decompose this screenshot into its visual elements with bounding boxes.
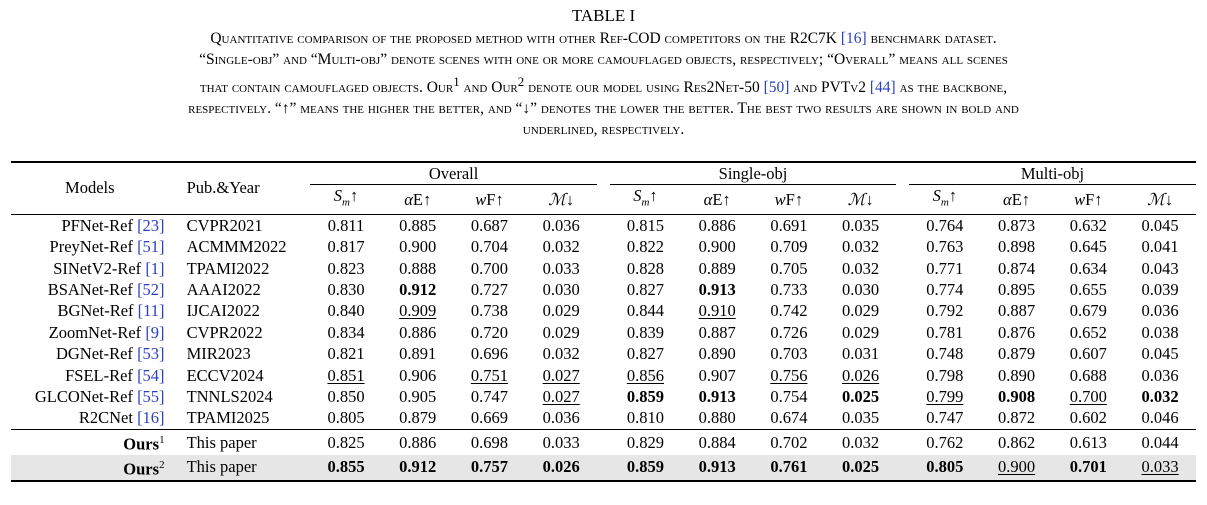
- metric-value: 0.036: [525, 214, 597, 236]
- metric-value: 0.880: [698, 408, 736, 428]
- metric-value: 0.029: [842, 301, 880, 321]
- metric-value: 0.696: [470, 344, 509, 364]
- metric-value: 0.036: [1141, 365, 1179, 385]
- metric-value: 0.887: [698, 322, 736, 342]
- pub-year: CVPR2021: [175, 214, 311, 236]
- metric-value: 0.742: [770, 301, 808, 321]
- metric-value: 0.887: [997, 301, 1036, 321]
- metric-value: 0.669: [470, 408, 509, 428]
- metric-value: 0.811: [310, 214, 382, 236]
- metric-value: 0.821: [327, 344, 365, 364]
- metric-value: 0.613: [1052, 429, 1124, 454]
- metric-value: 0.792: [926, 301, 964, 321]
- metric-value: 0.810: [626, 408, 664, 428]
- metric-value: 0.720: [470, 322, 509, 342]
- metric-value: 0.913: [698, 387, 736, 406]
- metric-value: 0.906: [399, 365, 437, 385]
- metric-value: 0.888: [399, 258, 437, 278]
- metric-value: 0.912: [382, 455, 454, 481]
- table-row: [11, 429, 1196, 454]
- metric-value: 0.747: [470, 387, 509, 406]
- metric-value: 0.691: [753, 214, 825, 236]
- metric-value: 0.872: [997, 408, 1036, 428]
- metric-header: ℳ↓: [847, 189, 874, 209]
- group-multi-header: Multi-obj: [909, 162, 1196, 185]
- metric-value: 0.700: [470, 258, 509, 278]
- metric-value: 0.025: [825, 455, 897, 481]
- metric-value: 0.025: [842, 387, 880, 406]
- model-name: PreyNet-Ref [51]: [49, 237, 165, 257]
- metric-value: 0.909: [399, 301, 437, 321]
- metric-value: 0.698: [454, 429, 526, 454]
- metric-value: 0.764: [909, 214, 981, 236]
- metric-header: $S_m↑$: [633, 186, 658, 209]
- model-name: BGNet-Ref [11]: [57, 301, 165, 321]
- metric-value: 0.705: [770, 258, 808, 278]
- metric-value: 0.045: [1141, 344, 1179, 364]
- metric-value: 0.900: [698, 237, 736, 257]
- model-name: GLCONet-Ref [55]: [34, 387, 165, 406]
- metric-value: 0.910: [698, 301, 736, 321]
- model-name: BSANet-Ref [52]: [47, 279, 165, 299]
- metric-value: 0.754: [770, 387, 808, 406]
- metric-value: 0.889: [698, 258, 736, 278]
- metric-value: 0.035: [842, 408, 880, 428]
- metric-value: 0.890: [997, 365, 1036, 385]
- table-row: [11, 300, 1196, 321]
- table-row: [11, 214, 1196, 236]
- table-title: TABLE I: [571, 6, 636, 25]
- model-name: ZoomNet-Ref [9]: [48, 322, 165, 342]
- metric-value: 0.763: [926, 237, 964, 257]
- pub-year: ECCV2024: [186, 365, 264, 385]
- metric-value: 0.032: [825, 429, 897, 454]
- metric-header: αE↑: [1003, 189, 1031, 209]
- metric-value: 0.900: [981, 455, 1053, 481]
- metric-header: wF↑: [774, 189, 804, 209]
- metric-value: 0.891: [399, 344, 437, 364]
- metric-value: 0.830: [327, 279, 365, 299]
- metric-value: 0.873: [981, 214, 1053, 236]
- metric-value: 0.688: [1069, 365, 1107, 385]
- table-row: [11, 386, 1196, 407]
- metric-value: 0.805: [327, 408, 365, 428]
- metric-value: 0.827: [626, 279, 664, 299]
- metric-value: 0.655: [1069, 279, 1107, 299]
- metric-value: 0.045: [1124, 214, 1196, 236]
- metric-value: 0.702: [753, 429, 825, 454]
- metric-value: 0.798: [926, 365, 964, 385]
- metric-value: 0.834: [327, 322, 365, 342]
- metric-value: 0.851: [327, 365, 365, 385]
- metric-value: 0.029: [542, 322, 580, 342]
- metric-value: 0.645: [1069, 237, 1107, 257]
- metric-value: 0.856: [626, 365, 664, 385]
- pub-year: This paper: [175, 455, 311, 481]
- metric-value: 0.855: [310, 455, 382, 481]
- metric-value: 0.687: [454, 214, 526, 236]
- metric-value: 0.700: [1069, 387, 1107, 406]
- model-name: Ours$^2$: [11, 455, 175, 481]
- metric-value: 0.805: [909, 455, 981, 481]
- metric-value: 0.913: [681, 455, 753, 481]
- metric-value: 0.704: [470, 237, 509, 257]
- group-single-header: Single-obj: [610, 162, 897, 185]
- pub-header: Pub.&Year: [186, 178, 260, 198]
- model-name: R2CNet [16]: [78, 408, 165, 428]
- metric-value: 0.839: [626, 322, 664, 342]
- metric-value: 0.027: [542, 387, 580, 406]
- metric-value: 0.913: [698, 279, 736, 299]
- metric-value: 0.703: [770, 344, 808, 364]
- metric-value: 0.912: [399, 279, 437, 299]
- metric-value: 0.027: [542, 365, 580, 385]
- metric-value: 0.029: [842, 322, 880, 342]
- metric-value: 0.825: [310, 429, 382, 454]
- pub-year: CVPR2022: [186, 322, 263, 342]
- metric-value: 0.762: [909, 429, 981, 454]
- metric-value: 0.748: [926, 344, 964, 364]
- metric-value: 0.031: [842, 344, 880, 364]
- metric-value: 0.907: [698, 365, 736, 385]
- table-row: [11, 365, 1196, 386]
- results-table: [11, 161, 1196, 482]
- metric-value: 0.799: [926, 387, 964, 406]
- metric-value: 0.862: [981, 429, 1053, 454]
- metric-value: 0.905: [399, 387, 437, 406]
- metric-value: 0.632: [1052, 214, 1124, 236]
- metric-value: 0.726: [770, 322, 808, 342]
- metric-value: 0.044: [1124, 429, 1196, 454]
- metric-value: 0.908: [997, 387, 1036, 406]
- metric-value: 0.033: [1124, 455, 1196, 481]
- metric-header: wF↑: [1074, 189, 1103, 209]
- metric-value: 0.727: [470, 279, 509, 299]
- metric-value: 0.030: [842, 279, 880, 299]
- metric-value: 0.674: [770, 408, 808, 428]
- table-row: [11, 322, 1196, 343]
- metric-value: 0.652: [1069, 322, 1107, 342]
- metric-value: 0.885: [382, 214, 454, 236]
- metric-value: 0.876: [997, 322, 1036, 342]
- metric-value: 0.900: [399, 237, 437, 257]
- metric-value: 0.041: [1141, 237, 1179, 257]
- metric-value: 0.879: [997, 344, 1036, 364]
- metric-value: 0.815: [610, 214, 682, 236]
- metric-value: 0.046: [1141, 408, 1179, 428]
- pub-year: ACMMM2022: [186, 237, 287, 257]
- metric-value: 0.026: [842, 365, 880, 385]
- metric-value: 0.026: [525, 455, 597, 481]
- table-caption: Quantitative comparison of the proposed method with other Ref-COD competitors on the R2C7K [16] benchmark dataset. “Single-obj” and “Multi-obj” denote scenes with one or more camouflaged objects, respectively; “Overall” means all scenes that contain camouflaged objects. Our$^1$ and Our$^2$ denote our model using Res2Net-50 [50] and PVTv2 [44] as the backbone, respectively. “↑” means the higher the better, and “↓” denotes the lower the better. The best two results are shown in bold and underlined, respectively.: [188, 30, 1019, 139]
- table-body: [11, 214, 1196, 480]
- pub-year: TPAMI2025: [186, 408, 270, 428]
- table-row: [11, 279, 1196, 300]
- metric-value: 0.738: [470, 301, 509, 321]
- pub-year: AAAI2022: [186, 279, 261, 299]
- metric-value: 0.035: [825, 214, 897, 236]
- metric-value: 0.030: [542, 279, 580, 299]
- metric-value: 0.032: [842, 258, 880, 278]
- metric-value: 0.679: [1069, 301, 1107, 321]
- metric-value: 0.817: [327, 237, 365, 257]
- metric-value: 0.036: [1141, 301, 1179, 321]
- metric-value: 0.032: [842, 237, 880, 257]
- metric-value: 0.747: [926, 408, 964, 428]
- metric-value: 0.822: [626, 237, 664, 257]
- metric-value: 0.840: [327, 301, 365, 321]
- metric-value: 0.886: [382, 429, 454, 454]
- metric-value: 0.602: [1069, 408, 1107, 428]
- metric-value: 0.634: [1069, 258, 1107, 278]
- table-row: [11, 343, 1196, 364]
- metric-value: 0.828: [626, 258, 664, 278]
- metric-value: 0.859: [610, 455, 682, 481]
- metric-value: 0.032: [1141, 387, 1179, 406]
- metric-value: 0.039: [1141, 279, 1179, 299]
- metric-value: 0.751: [470, 365, 509, 385]
- metric-value: 0.895: [997, 279, 1036, 299]
- metric-value: 0.036: [542, 408, 580, 428]
- model-name: SINetV2-Ref [1]: [53, 258, 165, 278]
- metric-header: $S_m↑$: [932, 186, 958, 209]
- metric-value: 0.886: [681, 214, 753, 236]
- metric-value: 0.774: [926, 279, 964, 299]
- metric-value: 0.709: [770, 237, 808, 257]
- metric-value: 0.890: [698, 344, 736, 364]
- metric-value: 0.884: [681, 429, 753, 454]
- pub-year: TNNLS2024: [186, 387, 273, 406]
- model-name: PFNet-Ref [23]: [11, 214, 175, 236]
- metric-value: 0.607: [1069, 344, 1107, 364]
- metric-value: 0.029: [542, 301, 580, 321]
- pub-year: MIR2023: [186, 344, 251, 364]
- table-row: [11, 407, 1196, 429]
- metric-value: 0.038: [1141, 322, 1179, 342]
- metric-value: 0.771: [926, 258, 964, 278]
- pub-year: This paper: [175, 429, 311, 454]
- metric-header: ℳ↓: [548, 189, 575, 209]
- metric-value: 0.844: [626, 301, 664, 321]
- metric-header: wF↑: [475, 189, 504, 209]
- metric-header: $S_m↑$: [333, 186, 359, 209]
- metric-value: 0.886: [399, 322, 437, 342]
- metric-value: 0.823: [327, 258, 365, 278]
- metric-value: 0.829: [610, 429, 682, 454]
- model-name: DGNet-Ref [53]: [55, 344, 165, 364]
- metric-value: 0.859: [626, 387, 664, 406]
- metric-value: 0.898: [997, 237, 1036, 257]
- metric-value: 0.756: [770, 365, 808, 385]
- group-overall-header: Overall: [310, 162, 597, 185]
- metric-value: 0.757: [454, 455, 526, 481]
- models-header: Models: [65, 178, 115, 198]
- metric-value: 0.827: [626, 344, 664, 364]
- metric-value: 0.032: [542, 237, 580, 257]
- table-row: [11, 258, 1196, 279]
- model-name: FSEL-Ref [54]: [65, 365, 165, 385]
- metric-header: ℳ↓: [1147, 189, 1174, 209]
- metric-header: αE↑: [703, 189, 731, 209]
- metric-value: 0.781: [926, 322, 964, 342]
- metric-value: 0.874: [997, 258, 1036, 278]
- metric-value: 0.733: [770, 279, 808, 299]
- metric-value: 0.850: [327, 387, 365, 406]
- table-row: [11, 455, 1196, 481]
- pub-year: TPAMI2022: [186, 258, 270, 278]
- metric-value: 0.032: [542, 344, 580, 364]
- metric-value: 0.043: [1141, 258, 1179, 278]
- metric-value: 0.761: [753, 455, 825, 481]
- metric-value: 0.033: [542, 258, 580, 278]
- metric-value: 0.879: [399, 408, 437, 428]
- metric-value: 0.701: [1052, 455, 1124, 481]
- model-name: Ours$^1$: [11, 429, 175, 454]
- metric-value: 0.033: [525, 429, 597, 454]
- table-row: [11, 236, 1196, 257]
- metric-header: αE↑: [404, 189, 432, 209]
- pub-year: IJCAI2022: [186, 301, 260, 321]
